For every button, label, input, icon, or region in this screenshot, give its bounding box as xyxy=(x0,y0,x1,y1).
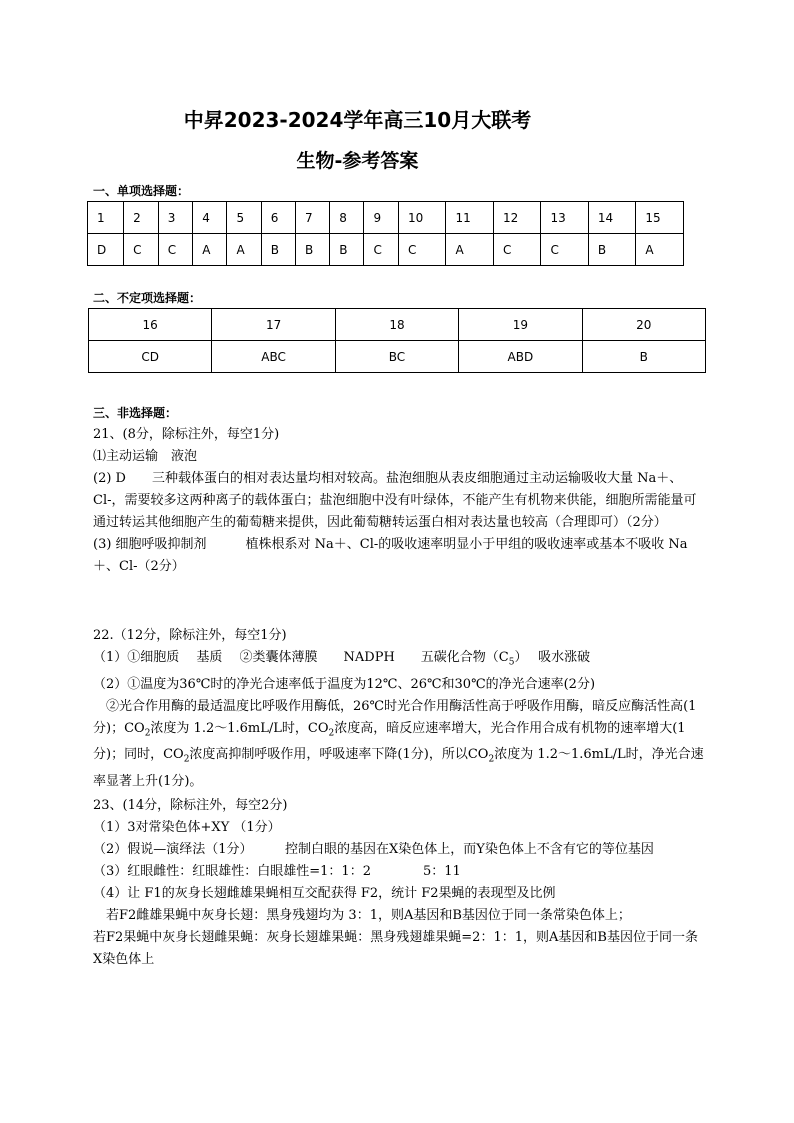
question-number: 6 xyxy=(261,202,295,234)
q22-a3-part1: ②光合作用酶的最适温度比呼吸作用酶低，26℃时光合作用酶活性高于呼吸作用酶，暗反应酶活性高(1分)；CO xyxy=(93,698,697,736)
question-number: 2 xyxy=(124,202,159,234)
question-23 xyxy=(93,795,705,971)
question-number: 3 xyxy=(158,202,193,234)
q22-a3-part2: 浓度为 1.2～1.6mL/L时，CO xyxy=(150,720,329,736)
c5-subscript: 5 xyxy=(508,657,515,668)
question-number: 15 xyxy=(636,202,684,234)
question-number: 12 xyxy=(493,202,540,234)
q23-answer-5: 若F2雌雄果蝇中灰身长翅：黑身残翅均为 3：1，则A基因和B基因位于同一条常染色体上； xyxy=(93,908,631,923)
question-number: 19 xyxy=(459,309,582,341)
q23-answer-2: （2）假说—演绎法（1分） 控制白眼的基因在X染色体上，而Y染色体上不含有它的等位基因 xyxy=(93,842,654,857)
answer-cell: BC xyxy=(335,341,458,373)
table-row xyxy=(88,234,684,266)
answer-cell: CD xyxy=(89,341,212,373)
q21-answer-1: ⑴主动运输 液泡 xyxy=(93,449,198,464)
answer-cell: C xyxy=(541,234,588,266)
question-21 xyxy=(93,424,705,578)
co2-subscript: 2 xyxy=(488,754,495,765)
answer-cell: C xyxy=(398,234,445,266)
co2-subscript: 2 xyxy=(328,728,335,739)
single-choice-table xyxy=(87,201,684,266)
q22-answer-3 xyxy=(93,696,705,793)
answer-cell: A xyxy=(227,234,261,266)
multi-choice-table xyxy=(88,308,706,373)
q22-header: 22.（12分，除标注外，每空1分) xyxy=(93,628,287,643)
question-number: 11 xyxy=(446,202,493,234)
q23-answer-6: 若F2果蝇中灰身长翅雌果蝇：灰身长翅雄果蝇：黑身残翅雄果蝇=2：1：1，则A基因和B基因位于同一条 X染色体上 xyxy=(93,930,698,967)
question-number: 14 xyxy=(588,202,635,234)
q22-answer-2: （2）①温度为36℃时的净光合速率低于温度为12℃、26℃和30℃的净光合速率(2分) xyxy=(93,676,596,692)
answer-cell: C xyxy=(493,234,540,266)
q23-answer-1: （1）3对常染色体+XY （1分） xyxy=(93,820,281,835)
answer-cell: A xyxy=(193,234,227,266)
answer-cell: B xyxy=(588,234,635,266)
answer-cell: A xyxy=(636,234,684,266)
answer-cell: B xyxy=(295,234,329,266)
page-title: 中昇2023-2024学年高三10月大联考 xyxy=(183,108,532,132)
question-number: 17 xyxy=(212,309,335,341)
question-number: 10 xyxy=(398,202,445,234)
question-number: 5 xyxy=(227,202,261,234)
answer-cell: ABC xyxy=(212,341,335,373)
q22-a3-part3: 浓度高，暗反应速率增大，光合作用合成有机物的速率增大(1分)；同时，CO xyxy=(93,720,686,763)
table-row xyxy=(88,202,684,234)
question-number: 1 xyxy=(88,202,124,234)
q21-header: 21、(8分，除标注外，每空1分) xyxy=(93,427,280,442)
question-number: 4 xyxy=(193,202,227,234)
section-heading-non-choice: 三、非选择题： xyxy=(93,406,178,420)
page-subtitle: 生物-参考答案 xyxy=(296,150,419,172)
question-number: 13 xyxy=(541,202,588,234)
answer-cell: C xyxy=(364,234,399,266)
table-row xyxy=(89,309,706,341)
answer-cell: C xyxy=(124,234,159,266)
q21-answer-2: (2) D 三种载体蛋白的相对表达量均相对较高。盐泡细胞从表皮细胞通过主动运输吸收大量 Na＋、Cl-，需要较多这两种离子的载体蛋白；盐泡细胞中没有叶绿体，不能产生有机物来供能，细胞所需能量可通过转运其他细胞产生的葡萄糖来提供，因此葡萄糖转运蛋白相对表达量也较高（合理即可）（2分） xyxy=(93,471,697,530)
question-number: 8 xyxy=(330,202,364,234)
q22-answer-1 xyxy=(93,647,705,674)
section-heading-single-choice: 一、单项选择题： xyxy=(93,184,190,198)
q22-a1-text: （1）①细胞质 基质 ②类囊体薄膜 NADPH 五碳化合物（C xyxy=(93,650,509,665)
q23-answer-4: （4）让 F1的灰身长翅雌雄果蝇相互交配获得 F2，统计 F2果蝇的表现型及比例 xyxy=(93,886,556,901)
question-number: 16 xyxy=(89,309,212,341)
q23-answer-3: （3）红眼雌性：红眼雄性：白眼雄性=1：1：2 5：11 xyxy=(93,864,461,879)
answer-cell: D xyxy=(88,234,124,266)
q21-answer-3: (3) 细胞呼吸抑制剂 植株根系对 Na＋、Cl-的吸收速率明显小于甲组的吸收速率或基本不吸收 Na＋、Cl-（2分） xyxy=(93,537,688,574)
answer-cell: ABD xyxy=(459,341,582,373)
q22-a3-part4: 浓度高抑制呼吸作用，呼吸速率下降(1分)，所以CO xyxy=(189,747,489,763)
answer-cell: B xyxy=(582,341,705,373)
answer-cell: B xyxy=(261,234,295,266)
q22-a1-tail: ） 吸水涨破 xyxy=(514,650,591,665)
table-row xyxy=(89,341,706,373)
question-number: 7 xyxy=(295,202,329,234)
q23-header: 23、(14分，除标注外，每空2分) xyxy=(93,798,288,813)
question-number: 18 xyxy=(335,309,458,341)
co2-subscript: 2 xyxy=(183,754,190,765)
question-22 xyxy=(93,625,705,793)
answer-cell: B xyxy=(330,234,364,266)
co2-subscript: 2 xyxy=(144,728,151,739)
answer-cell: A xyxy=(446,234,493,266)
section-heading-multi-choice: 二、不定项选择题： xyxy=(93,291,202,305)
question-number: 9 xyxy=(364,202,399,234)
q22-a3-part5: 浓度为 1.2～1.6mL/L时，净光合速率显著上升(1分)。 xyxy=(93,747,704,789)
question-number: 20 xyxy=(582,309,705,341)
answer-cell: C xyxy=(158,234,193,266)
